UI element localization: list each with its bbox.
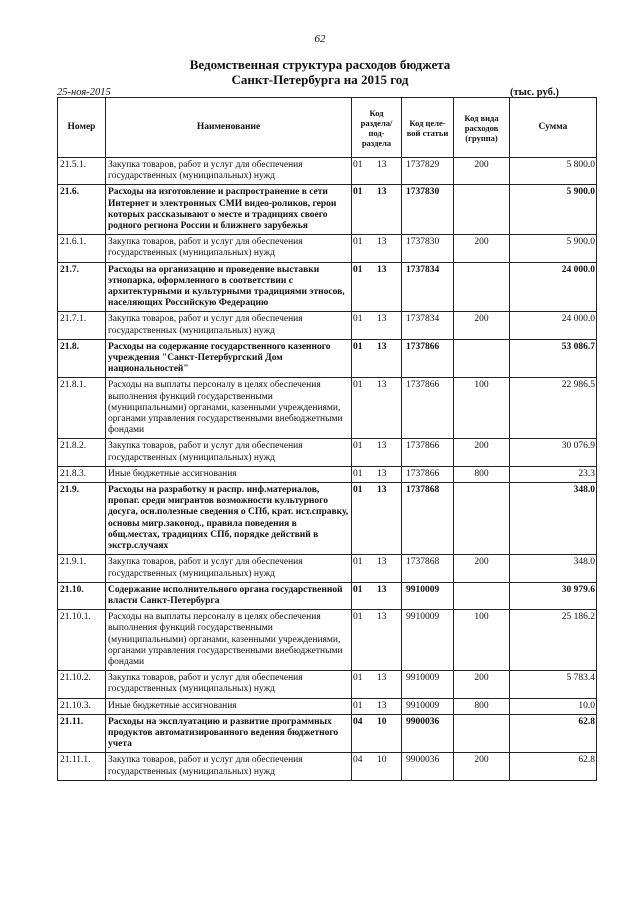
row-sum: 5 900.0 [510, 185, 597, 235]
row-expense-type: 100 [454, 610, 510, 671]
page-title [0, 57, 640, 87]
row-expense-type: 200 [454, 235, 510, 262]
table-row [58, 235, 597, 262]
row-subsection-code: 13 [377, 700, 387, 711]
row-name: Закупка товаров, работ и услуг для обеспечения государственных (муниципальных) нужд [106, 671, 352, 698]
row-sum: 30 076.9 [510, 439, 597, 466]
row-section-code: 01 [353, 380, 363, 391]
row-expense-type: 800 [454, 466, 510, 482]
row-number: 21.5.1. [58, 158, 106, 185]
row-section [352, 439, 402, 466]
row-section-code: 01 [353, 673, 363, 684]
row-expense-type [454, 582, 510, 609]
row-article: 9910009 [402, 582, 454, 609]
row-number: 21.10.2. [58, 671, 106, 698]
row-name: Закупка товаров, работ и услуг для обеспечения государственных (муниципальных) нужд [106, 753, 352, 780]
row-name: Закупка товаров, работ и услуг для обеспечения государственных (муниципальных) нужд [106, 439, 352, 466]
title-line-2: Санкт-Петербурга на 2015 год [231, 72, 409, 87]
row-name: Иные бюджетные ассигнования [106, 698, 352, 714]
table-row [58, 158, 597, 185]
row-subsection-code: 13 [377, 441, 387, 452]
row-article: 9910009 [402, 610, 454, 671]
row-number: 21.9.1. [58, 555, 106, 582]
row-name: Расходы на изготовление и распространение в сети Интернет и электронных СМИ видео-роликов, герои которых рассказывают о месте и традициях своего родного региона России и ближнего зарубежья [106, 185, 352, 235]
row-sum: 5 800.0 [510, 158, 597, 185]
row-subsection-code: 13 [377, 314, 387, 325]
row-number: 21.8.2. [58, 439, 106, 466]
row-expense-type: 200 [454, 555, 510, 582]
table-row [58, 714, 597, 753]
row-sum: 348.0 [510, 555, 597, 582]
table-row [58, 378, 597, 439]
table-row [58, 698, 597, 714]
row-subsection-code: 13 [377, 160, 387, 170]
row-name: Расходы на выплаты персоналу в целях обеспечения выполнения функций государственными (муниципальными) органами, казенными учреждениями, органами управления государственными внебюджетными фондами [106, 610, 352, 671]
row-article: 1737868 [402, 555, 454, 582]
row-number: 21.10. [58, 582, 106, 609]
header-expense-type: Код вида расходов (группа) [454, 98, 510, 158]
row-number: 21.6.1. [58, 235, 106, 262]
header-article: Код целе-вой статьи [402, 98, 454, 158]
row-expense-type: 200 [454, 312, 510, 339]
row-expense-type: 200 [454, 671, 510, 698]
row-subsection-code: 13 [377, 673, 387, 684]
row-name: Содержание исполнительного органа государственной власти Санкт-Петербурга [106, 582, 352, 609]
row-name: Расходы на выплаты персоналу в целях обеспечения выполнения функций государственными (муниципальными) органами, казенными учреждениями, органами управления государственными внебюджетными фондами [106, 378, 352, 439]
row-number: 21.10.3. [58, 698, 106, 714]
row-subsection-code: 13 [377, 557, 387, 568]
row-number: 21.11. [58, 714, 106, 753]
row-section-code: 01 [353, 341, 363, 352]
row-section [352, 466, 402, 482]
row-article: 1737866 [402, 339, 454, 378]
row-subsection-code: 13 [377, 264, 387, 275]
row-section-code: 01 [353, 264, 363, 275]
row-sum: 24 000.0 [510, 262, 597, 312]
row-expense-type [454, 262, 510, 312]
row-expense-type: 800 [454, 698, 510, 714]
row-sum: 53 086.7 [510, 339, 597, 378]
row-section [352, 753, 402, 780]
row-expense-type [454, 185, 510, 235]
row-sum: 5 900.0 [510, 235, 597, 262]
row-name: Закупка товаров, работ и услуг для обеспечения государственных (муниципальных) нужд [106, 235, 352, 262]
row-section [352, 698, 402, 714]
row-article: 1737834 [402, 262, 454, 312]
row-sum: 25 186.2 [510, 610, 597, 671]
row-subsection-code: 13 [377, 584, 387, 595]
row-expense-type [454, 339, 510, 378]
row-section-code: 01 [353, 700, 363, 711]
table-row [58, 439, 597, 466]
row-subsection-code: 10 [377, 755, 387, 766]
row-sum: 10.0 [510, 698, 597, 714]
row-article: 1737866 [402, 466, 454, 482]
row-article: 9900036 [402, 714, 454, 753]
row-section [352, 235, 402, 262]
row-section-code: 01 [353, 485, 363, 496]
title-line-1: Ведомственная структура расходов бюджета [189, 57, 451, 72]
row-name: Расходы на организацию и проведение выставки этнопарка, оформленного в соответствии с архитектурными и культурными традициями этносов, населяющих Российскую Федерацию [106, 262, 352, 312]
row-number: 21.10.1. [58, 610, 106, 671]
row-section [352, 378, 402, 439]
row-sum: 62.8 [510, 753, 597, 780]
table-header-row [58, 98, 597, 158]
row-article: 1737829 [402, 158, 454, 185]
row-number: 21.7.1. [58, 312, 106, 339]
row-sum: 23.3 [510, 466, 597, 482]
row-section-code: 01 [353, 187, 363, 198]
row-section-code: 01 [353, 160, 363, 170]
row-section [352, 714, 402, 753]
row-subsection-code: 13 [377, 612, 387, 623]
row-sum: 22 986.5 [510, 378, 597, 439]
row-expense-type [454, 714, 510, 753]
row-number: 21.8. [58, 339, 106, 378]
row-expense-type: 200 [454, 158, 510, 185]
header-section: Код раздела/ под-раздела [352, 98, 402, 158]
row-name: Иные бюджетные ассигнования [106, 466, 352, 482]
row-subsection-code: 13 [377, 187, 387, 198]
row-section [352, 339, 402, 378]
row-article: 1737866 [402, 378, 454, 439]
row-name: Закупка товаров, работ и услуг для обеспечения государственных (муниципальных) нужд [106, 555, 352, 582]
row-subsection-code: 13 [377, 380, 387, 391]
row-section [352, 158, 402, 185]
row-name: Закупка товаров, работ и услуг для обеспечения государственных (муниципальных) нужд [106, 312, 352, 339]
row-number: 21.9. [58, 483, 106, 555]
row-section [352, 582, 402, 609]
budget-table [57, 97, 597, 781]
table-row [58, 185, 597, 235]
header-name: Наименование [106, 98, 352, 158]
row-section [352, 555, 402, 582]
row-section-code: 01 [353, 441, 363, 452]
row-section [352, 483, 402, 555]
row-subsection-code: 10 [377, 716, 387, 727]
row-subsection-code: 13 [377, 468, 387, 479]
row-number: 21.8.3. [58, 466, 106, 482]
row-subsection-code: 13 [377, 341, 387, 352]
row-number: 21.6. [58, 185, 106, 235]
units-label: (тыс. руб.) [510, 87, 559, 98]
row-section-code: 01 [353, 468, 363, 479]
row-article: 1737830 [402, 185, 454, 235]
row-section [352, 312, 402, 339]
table-row [58, 466, 597, 482]
row-subsection-code: 13 [377, 237, 387, 248]
table-row [58, 671, 597, 698]
row-expense-type: 200 [454, 439, 510, 466]
row-sum: 62.8 [510, 714, 597, 753]
row-name: Расходы на эксплуатацию и развитие программных продуктов автоматизированного ведения бюджетного учета [106, 714, 352, 753]
table-body [58, 158, 597, 781]
row-section [352, 610, 402, 671]
row-section-code: 04 [353, 716, 363, 727]
row-section-code: 04 [353, 755, 363, 766]
row-section-code: 01 [353, 557, 363, 568]
row-expense-type: 100 [454, 378, 510, 439]
row-section-code: 01 [353, 237, 363, 248]
row-sum: 5 783.4 [510, 671, 597, 698]
row-article: 1737866 [402, 439, 454, 466]
row-article: 9900036 [402, 753, 454, 780]
row-expense-type [454, 483, 510, 555]
row-article: 9910009 [402, 671, 454, 698]
table-row [58, 339, 597, 378]
table-row [58, 312, 597, 339]
row-number: 21.11.1. [58, 753, 106, 780]
row-section [352, 262, 402, 312]
row-article: 1737834 [402, 312, 454, 339]
row-section [352, 185, 402, 235]
table-row [58, 582, 597, 609]
row-subsection-code: 13 [377, 485, 387, 496]
row-section-code: 01 [353, 584, 363, 595]
row-section-code: 01 [353, 612, 363, 623]
row-sum: 24 000.0 [510, 312, 597, 339]
row-section-code: 01 [353, 314, 363, 325]
header-sum: Сумма [510, 98, 597, 158]
header-number: Номер [58, 98, 106, 158]
document-date: 25-ноя-2015 [57, 87, 111, 98]
row-article: 1737830 [402, 235, 454, 262]
table-row [58, 555, 597, 582]
table-row [58, 753, 597, 780]
row-article: 1737868 [402, 483, 454, 555]
row-name: Расходы на содержание государственного казенного учреждения "Санкт-Петербургский Дом национальностей" [106, 339, 352, 378]
row-number: 21.7. [58, 262, 106, 312]
page-number: 62 [314, 33, 326, 45]
table-row [58, 483, 597, 555]
row-sum: 30 979.6 [510, 582, 597, 609]
row-section [352, 671, 402, 698]
row-name: Расходы на разработку и распр. инф.материалов, пропаг. среди мигрантов возможности культурного досуга, осн.полезные сведения о СПб, крат. ист.справку, основы мигр.законод., правила поведения в общ.местах, традициях СПб, порядке действий в экстр.случаях [106, 483, 352, 555]
row-article: 9910009 [402, 698, 454, 714]
table-row [58, 262, 597, 312]
row-number: 21.8.1. [58, 378, 106, 439]
row-sum: 348.0 [510, 483, 597, 555]
row-expense-type: 200 [454, 753, 510, 780]
row-name: Закупка товаров, работ и услуг для обеспечения государственных (муниципальных) нужд [106, 158, 352, 185]
table-row [58, 610, 597, 671]
